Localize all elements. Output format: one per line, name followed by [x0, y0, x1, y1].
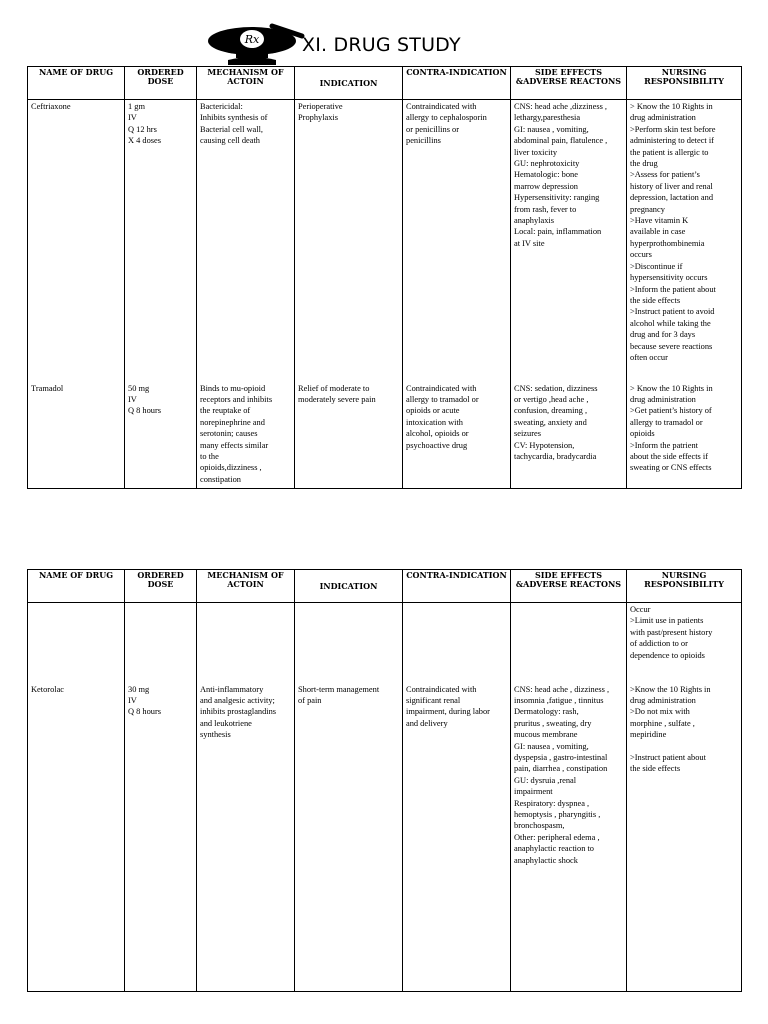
- cell-line: Q 12 hrs: [128, 124, 157, 134]
- drug-name: Tramadol: [31, 383, 64, 393]
- cell-line: IV: [128, 113, 137, 123]
- drug-name: Ceftriaxone: [31, 102, 71, 111]
- cell-line: mepiridine: [630, 730, 667, 740]
- indication-cell: [295, 603, 403, 683]
- cell-line: morphine , sulfate ,: [630, 718, 695, 728]
- cell-line: dyspepsia , gastro-intestinal: [514, 752, 608, 762]
- header-side-effects: SIDE EFFECTS &ADVERSE REACTONS: [511, 67, 627, 100]
- cell-line: inhibits prostaglandins: [200, 707, 277, 717]
- cell-line: occurs: [630, 250, 652, 260]
- cell-line: marrow depression: [514, 181, 578, 191]
- indication-cell: [295, 683, 403, 992]
- cell-line: >Do not mix with: [630, 707, 690, 717]
- cell-line: Prophylaxis: [298, 113, 339, 123]
- contraindication-cell: [403, 100, 511, 382]
- cell-line: allergy to tramadol or: [406, 394, 479, 404]
- cell-line: Respiratory: dyspnea ,: [514, 798, 590, 808]
- drug-name-cell: [28, 603, 125, 683]
- cell-line: the side effects: [630, 295, 681, 305]
- cell-line: alcohol while taking the: [630, 318, 711, 328]
- cell-line: psychoactive drug: [406, 440, 468, 450]
- header-contraindication: CONTRA-INDICATION: [403, 67, 511, 100]
- cell-line: IV: [128, 394, 137, 404]
- cell-line: Binds to mu-opioid: [200, 383, 266, 393]
- cell-line: and delivery: [406, 718, 448, 728]
- cell-line: 30 mg: [128, 684, 150, 694]
- cell-line: >Limit use in patients: [630, 616, 704, 626]
- cell-line: the side effects: [630, 764, 681, 774]
- cell-line: Bactericidal:: [200, 102, 243, 111]
- header-side-effects: SIDE EFFECTS &ADVERSE REACTONS: [511, 570, 627, 603]
- cell-line: history of liver and renal: [630, 181, 713, 191]
- cell-line: insomnia ,fatigue , tinnitus: [514, 695, 604, 705]
- cell-line: or vertigo ,head ache ,: [514, 394, 589, 404]
- side-effects-cell: [511, 683, 627, 992]
- nursing-cell: [627, 603, 742, 683]
- mechanism-cell: [197, 382, 295, 489]
- drug-name: [31, 604, 121, 615]
- cell-line: alcohol, opioids or: [406, 429, 469, 439]
- nursing-cell: [627, 100, 742, 382]
- cell-line: or penicillins or: [406, 124, 460, 134]
- table-row: [28, 683, 742, 992]
- cell-line: Dermatology: rash,: [514, 707, 579, 717]
- cell-line: the drug: [630, 159, 658, 169]
- cell-line: Occur: [630, 605, 651, 614]
- cell-line: Relief of moderate to: [298, 383, 370, 393]
- cell-line: GI: nausea , vomiting,: [514, 124, 589, 134]
- cell-line: moderately severe pain: [298, 394, 376, 404]
- cell-line: to the: [200, 451, 219, 461]
- cell-line: Contraindicated with: [406, 102, 477, 111]
- cell-line: of addiction to or: [630, 639, 688, 649]
- cell-line: anaphylaxis: [514, 216, 555, 226]
- cell-line: the patient is allergic to: [630, 147, 709, 157]
- drug-name: Ketorolac: [31, 684, 65, 694]
- header-row: [28, 67, 742, 100]
- header-ordered-dose: ORDERED DOSE: [125, 570, 197, 603]
- header-nursing-responsibility: NURSING RESPONSIBILITY: [627, 67, 742, 100]
- cell-line: anaphylactic reaction to: [514, 844, 594, 854]
- cell-line: causing cell death: [200, 136, 260, 146]
- side-effects-cell: [511, 603, 627, 683]
- cell-line: from rash, fever to: [514, 204, 577, 214]
- cell-line: CV: Hypotension,: [514, 440, 575, 450]
- dose-cell: [125, 603, 197, 683]
- cell-line: significant renal: [406, 695, 461, 705]
- cell-line: >Inform the patrient: [630, 440, 698, 450]
- cell-line: seizures: [514, 429, 541, 439]
- cell-line: synthesis: [200, 730, 231, 740]
- cell-line: opioids: [630, 429, 655, 439]
- cell-line: the reuptake of: [200, 406, 251, 416]
- cell-line: Perioperative: [298, 102, 343, 111]
- page-header: [206, 22, 461, 68]
- cell-line: receptors and inhibits: [200, 394, 273, 404]
- drug-name-cell: [28, 100, 125, 382]
- cell-line: Hematologic: bone: [514, 170, 578, 180]
- cell-line: allergy to tramadol or: [630, 417, 703, 427]
- cell-line: many effects similar: [200, 440, 269, 450]
- cell-line: administering to detect if: [630, 136, 714, 146]
- cell-line: depression, lactation and: [630, 193, 714, 203]
- table-row: [28, 382, 742, 489]
- header-drug-name: NAME OF DRUG: [28, 67, 125, 100]
- cell-line: pregnancy: [630, 204, 665, 214]
- drug-name-cell: [28, 683, 125, 992]
- table-row: [28, 100, 742, 382]
- cell-line: drug administration: [630, 113, 696, 123]
- page-title: XI. DRUG STUDY: [302, 34, 461, 56]
- cell-line: Contraindicated with: [406, 383, 477, 393]
- header-indication: INDICATION: [295, 67, 403, 100]
- cell-line: > Know the 10 Rights in: [630, 383, 713, 393]
- cell-line: sweating or CNS effects: [630, 463, 712, 473]
- cell-line: GU: nephrotoxicity: [514, 159, 580, 169]
- cell-line: opioids or acute: [406, 406, 460, 416]
- cell-line: hyperprothombinemia: [630, 238, 705, 248]
- cell-line: lethargy,paresthesia: [514, 113, 581, 123]
- header-ordered-dose: ORDERED DOSE: [125, 67, 197, 100]
- cell-line: CNS: head ache , dizziness ,: [514, 684, 610, 694]
- cell-line: tachycardia, bradycardia: [514, 451, 597, 461]
- cell-line: bronchospasm,: [514, 821, 565, 831]
- cell-line: drug and for 3 days: [630, 330, 696, 340]
- cell-line: impairment, during labor: [406, 707, 490, 717]
- indication-cell: [295, 100, 403, 382]
- cell-line: anaphylactic shock: [514, 855, 578, 865]
- cell-line: with past/present history: [630, 627, 713, 637]
- cell-line: and leukotriene: [200, 718, 252, 728]
- drug-study-table-2: [27, 569, 742, 992]
- cell-line: >Know the 10 Rights in: [630, 684, 711, 694]
- header-row: [28, 570, 742, 603]
- header-mechanism: MECHANISM OF ACTOIN: [197, 570, 295, 603]
- cell-line: impairment: [514, 787, 553, 797]
- cell-line: pain, diarrhea , constipation: [514, 764, 608, 774]
- side-effects-cell: [511, 100, 627, 382]
- cell-line: about the side effects if: [630, 451, 708, 461]
- cell-line: drug administration: [630, 695, 696, 705]
- cell-line: > Know the 10 Rights in: [630, 102, 713, 111]
- cell-line: Other: peripheral edema ,: [514, 832, 600, 842]
- cell-line: abdominal pain, flatulence ,: [514, 136, 608, 146]
- cell-line: GI: nausea , vomiting,: [514, 741, 589, 751]
- cell-line: often occur: [630, 352, 668, 362]
- cell-line: penicillins: [406, 136, 441, 146]
- cell-line: hemoptysis , pharyngitis ,: [514, 809, 601, 819]
- logo-rx-text: Rx: [244, 33, 260, 46]
- cell-line: confusion, dreaming ,: [514, 406, 588, 416]
- dose-cell: [125, 683, 197, 992]
- drug-study-table-1: [27, 66, 742, 489]
- contraindication-cell: [403, 382, 511, 489]
- cell-line: 50 mg: [128, 383, 150, 393]
- cell-line: of pain: [298, 695, 322, 705]
- cell-line: >Instruct patient to avoid: [630, 307, 715, 317]
- cell-line: dependence to opioids: [630, 650, 705, 660]
- cell-line: at IV site: [514, 238, 545, 248]
- cell-line: >Perform skin test before: [630, 124, 716, 134]
- dose-cell: [125, 100, 197, 382]
- cell-line: opioids,dizziness ,: [200, 463, 262, 473]
- cell-line: intoxication with: [406, 417, 463, 427]
- indication-cell: [295, 382, 403, 489]
- mechanism-cell: [197, 100, 295, 382]
- header-indication: INDICATION: [295, 570, 403, 603]
- cell-line: available in case: [630, 227, 686, 237]
- cell-line: norepinephrine and: [200, 417, 265, 427]
- cell-line: Q 8 hours: [128, 406, 162, 416]
- cell-line: liver toxicity: [514, 147, 558, 157]
- side-effects-cell: [511, 382, 627, 489]
- cell-line: mucous membrane: [514, 730, 578, 740]
- cell-line: >Have vitamin K: [630, 216, 689, 226]
- contraindication-cell: [403, 683, 511, 992]
- cell-line: Inhibits synthesis of: [200, 113, 268, 123]
- cell-line: sweating, anxiety and: [514, 417, 587, 427]
- mechanism-cell: [197, 683, 295, 992]
- cell-line: pruritus , sweating, dry: [514, 718, 592, 728]
- cell-line: Short-term management: [298, 684, 380, 694]
- cell-line: drug administration: [630, 394, 696, 404]
- drug-name-cell: [28, 382, 125, 489]
- rx-mortar-pestle-logo: [206, 22, 306, 68]
- cell-line: allergy to cephalosporin: [406, 113, 487, 123]
- nursing-cell: [627, 683, 742, 992]
- header-mechanism: MECHANISM OF ACTOIN: [197, 67, 295, 100]
- cell-line: constipation: [200, 474, 241, 484]
- header-drug-name: NAME OF DRUG: [28, 570, 125, 603]
- cell-line: Contraindicated with: [406, 684, 477, 694]
- cell-line: Q 8 hours: [128, 707, 162, 717]
- cell-line: >Inform the patient about: [630, 284, 716, 294]
- cell-line: [630, 741, 738, 752]
- cell-line: >Get patient’s history of: [630, 406, 712, 416]
- nursing-cell: [627, 382, 742, 489]
- cell-line: CNS: head ache ,dizziness ,: [514, 102, 608, 111]
- cell-line: Anti-inflammatory: [200, 684, 264, 694]
- cell-line: Local: pain, inflammation: [514, 227, 602, 237]
- cell-line: Bacterial cell wall,: [200, 124, 264, 134]
- header-contraindication: CONTRA-INDICATION: [403, 570, 511, 603]
- cell-line: CNS: sedation, dizziness: [514, 383, 598, 393]
- cell-line: >Assess for patient’s: [630, 170, 700, 180]
- cell-line: GU: dysruia ,renal: [514, 775, 577, 785]
- cell-line: Hypersensitivity: ranging: [514, 193, 600, 203]
- cell-line: IV: [128, 695, 137, 705]
- cell-line: >Instruct patient about: [630, 752, 706, 762]
- header-nursing-responsibility: NURSING RESPONSIBILITY: [627, 570, 742, 603]
- cell-line: because severe reactions: [630, 341, 713, 351]
- cell-line: >Discontinue if: [630, 261, 683, 271]
- cell-line: 1 gm: [128, 102, 145, 111]
- dose-cell: [125, 382, 197, 489]
- cell-line: serotonin; causes: [200, 429, 258, 439]
- table-row: [28, 603, 742, 683]
- cell-line: X 4 doses: [128, 136, 162, 146]
- mechanism-cell: [197, 603, 295, 683]
- contraindication-cell: [403, 603, 511, 683]
- cell-line: hypersensitivity occurs: [630, 273, 708, 283]
- cell-line: and analgesic activity;: [200, 695, 275, 705]
